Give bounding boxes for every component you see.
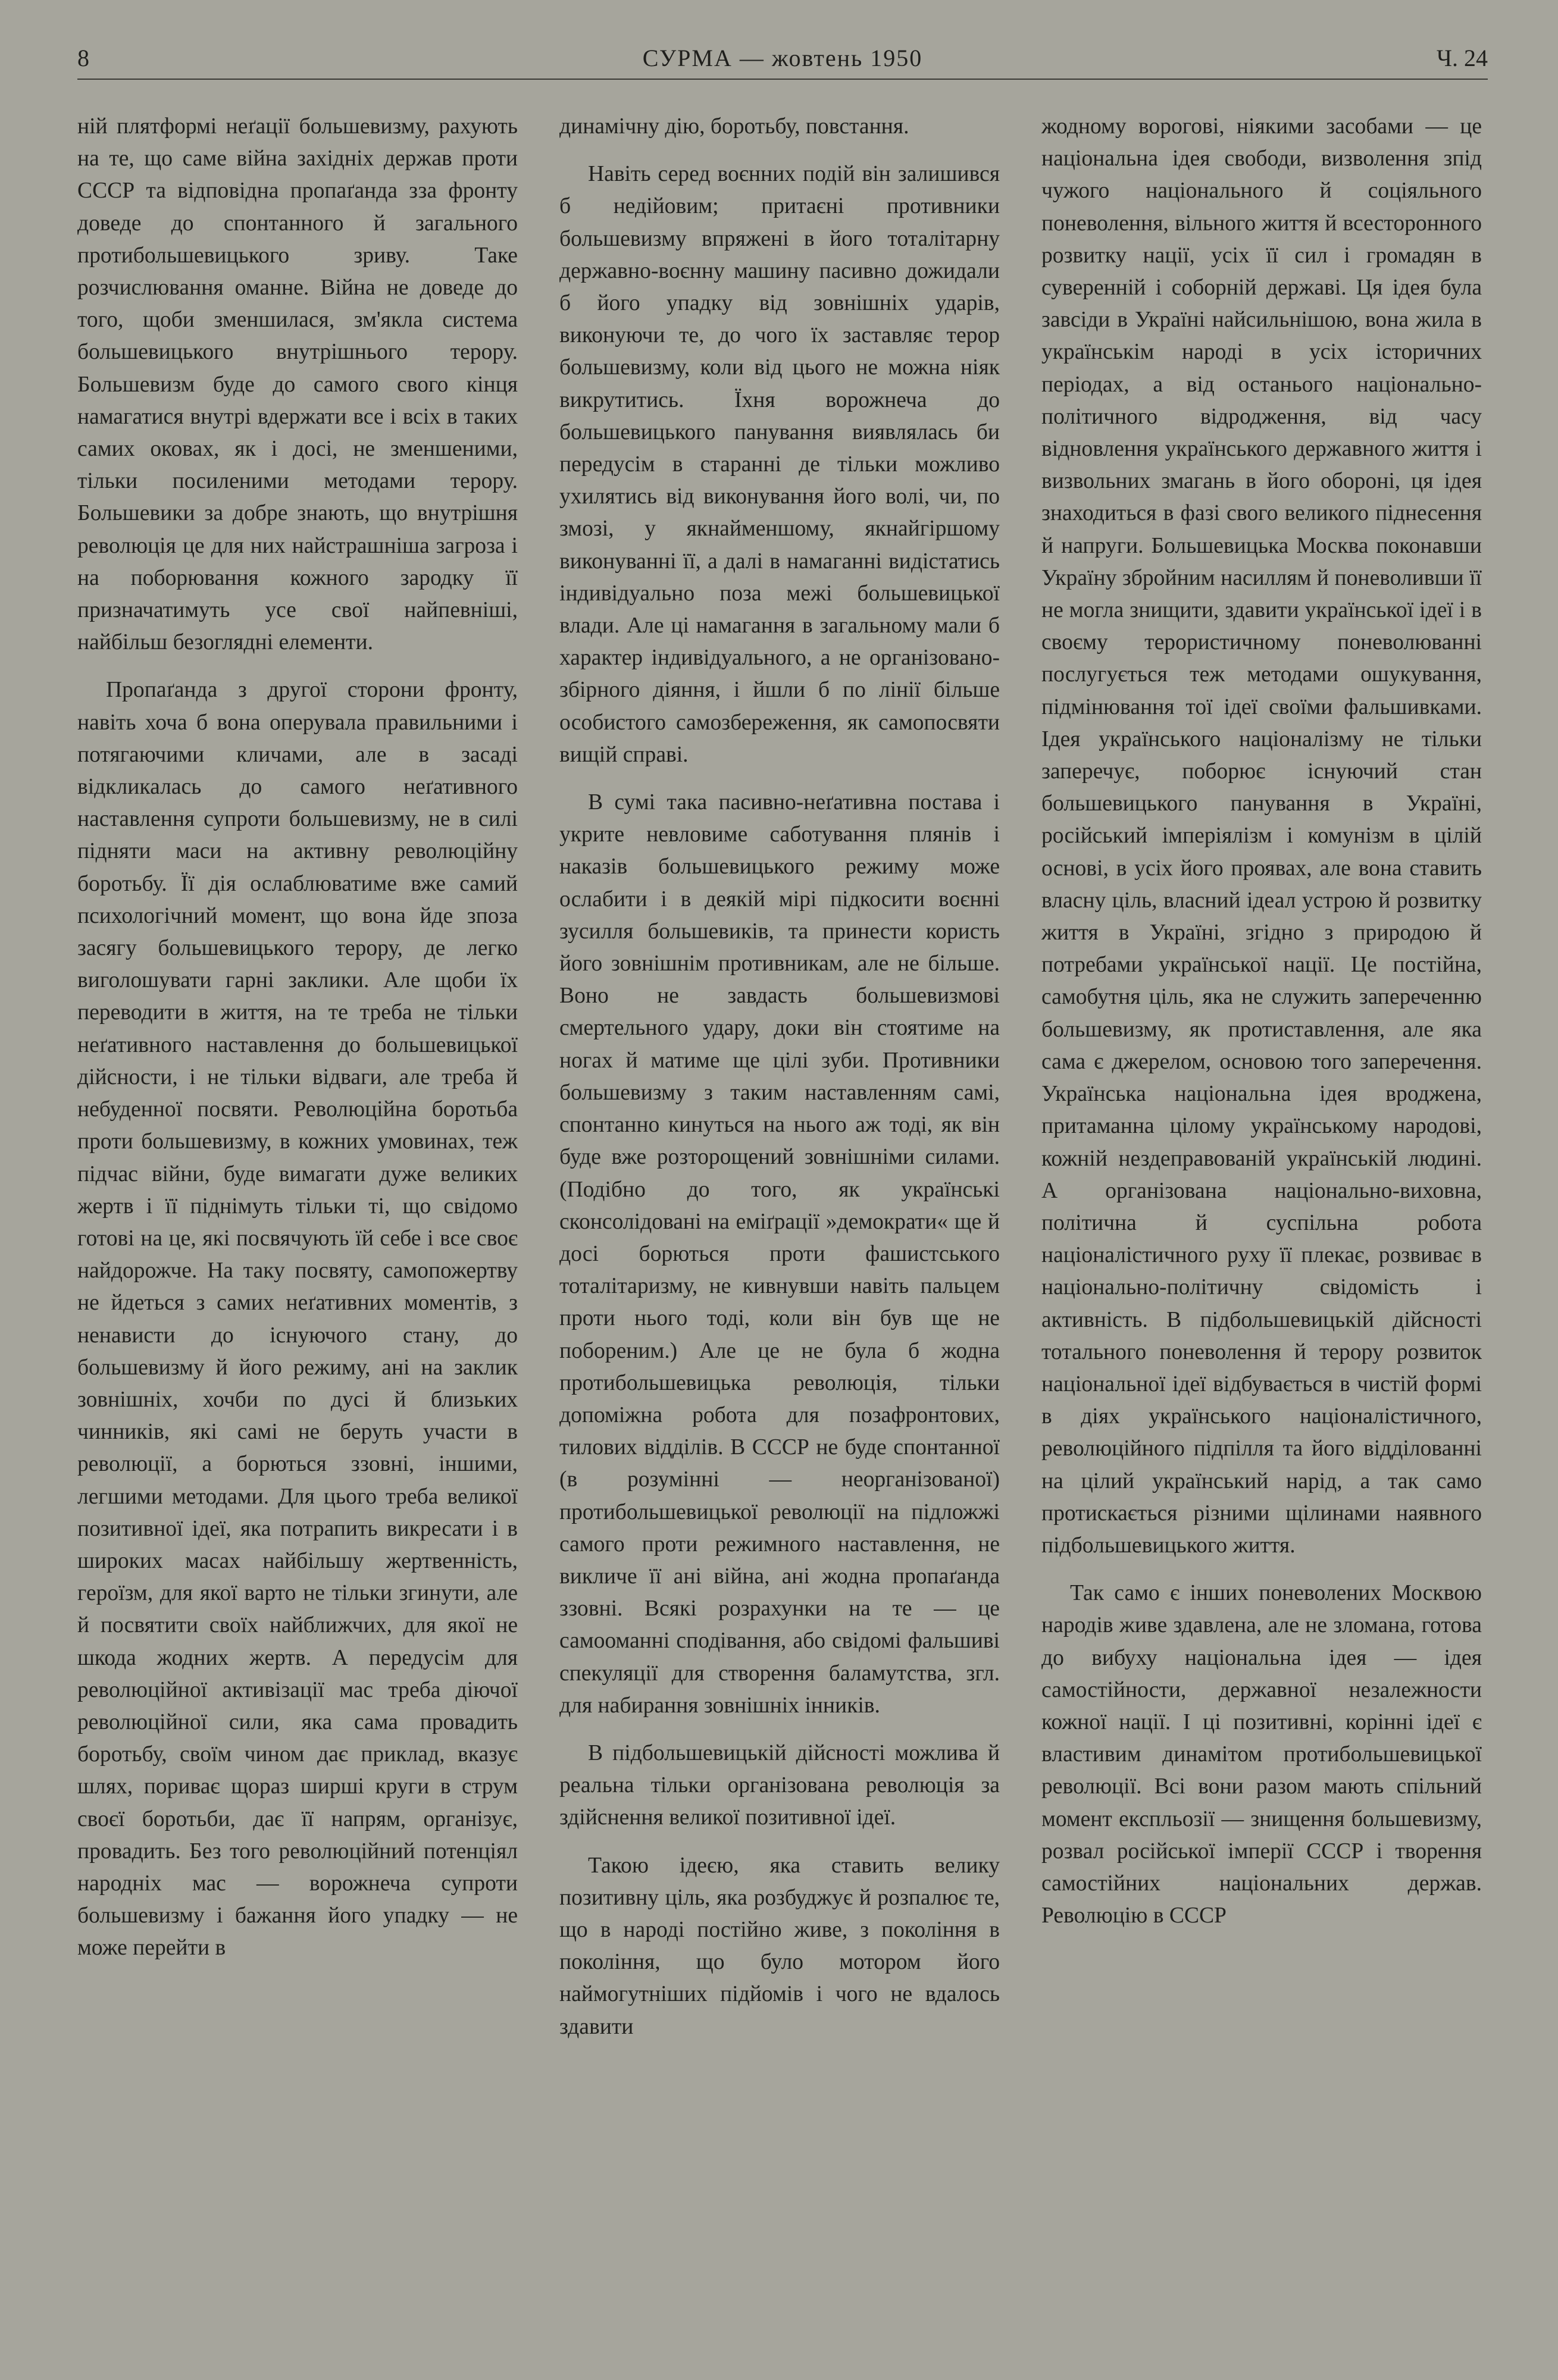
part-label: Ч. 24 <box>1437 45 1488 71</box>
text-column-1 <box>77 111 518 2360</box>
paragraph: В підбольшевицькій дійсності можлива й реальна тільки організована революція за здійснення великої позитивної ідеї. <box>559 1740 1000 1830</box>
paragraph: жодному ворогові, ніякими засобами — це національна ідея свободи, визволення зпід чужого національного й соціяльного поневолення, вільного життя й всесторонного розвитку нації, усіх її сил і громадян в суверенній і соборній державі. Ця ідея була завсіди в Україні найсильнішою, вона жила в українськім народі в усіх історичних періодах, а від останього національно-політичного відродження, від часу відновлення українського державного життя і визвольних змагань в його обороні, ця ідея знаходиться в фазі свого великого піднесення й напруги. Большевицька Москва поконавши Україну збройним насиллям й поневоливши її не могла знищити, здавити української ідеї і в своєму терористичному поневолюванні послугується теж методами ошукування, підмінювання тої ідеї своїми фальшивками. Ідея українського націоналізму не тільки заперечує, поборює існуючий стан большевицького панування в Україні, російський імперіялізм і комунізм в цілій основі, в усіх його проявах, але вона ставить власну ціль, власний ідеал устрою й розвитку життя в Україні, згідно з природою й потребами української нації. Це постійна, самобутня ціль, яка не служить запереченню большевизму, як протиставлення, але яка сама є джерелом, основою того заперечення. Українська національна ідея вроджена, притаманна цілому українському народові, кожній нездеправованій українській людині. А організована національно-виховна, політична й суспільна робота націоналістичного руху її плекає, розвиває в національно-політичну свідомість і активність. В підбольшевицькій дійсності тотального поневолення й терору розвиток національної ідеї відбувається в чистій формі в діях українського націоналістичного, революційного підпілля та його відділованні на цілий український нарід, а так само протискається різними щілинами наявного підбольшевицького життя. <box>1041 114 1482 1558</box>
paragraph: Так само є інших поневолених Москвою народів живе здавлена, але не зломана, готова до вибуху національна ідея — ідея самостійности, державної незалежности кожної нації. І ці позитивні, корінні ідеї є властивим динамітом протибольшевицької революції. Всі вони разом мають спільний момент експльозії — знищення большевизму, розвал російської імперії СССР і творення самостійних національних держав. Революцію в СССР <box>1041 1581 1482 1928</box>
paragraph: Пропаґанда з другої сторони фронту, навіть хоча б вона оперувала правильними і потягаючими кличами, але в засаді відкликалась до самого неґативного наставлення супроти большевизму, не в силі підняти маси на активну революційну боротьбу. Її дія ослаблюватиме вже самий психологічний момент, що вона йде зпоза засягу большевицького терору, де легко виголошувати гарні заклики. Але щоби їх переводити в життя, на те треба не тільки неґативного наставлення до большевицької дійсности, і не тільки відваги, але треба й небуденної посвяти. Революційна боротьба проти большевизму, в кожних умовинах, теж підчас війни, буде вимагати дуже великих жертв і її піднімуть тільки ті, що свідомо готові на це, які посвячують їй себе і все своє найдорожче. На таку посвяту, самопожертву не йдеться з самих неґативних моментів, з ненависти до існуючого стану, до большевизму й його режиму, ані на заклик зовнішніх, хочби по дусі й близьких чинників, які самі не беруть участи в революції, а борються ззовні, іншими, легшими методами. Для цього треба великої позитивної ідеї, яка потрапить викресати і в широких масах найбільшу жертвенність, героїзм, для якої варто не тільки згинути, але й посвятити своїх найближчих, для якої не шкода жодних жертв. А передусім для революційної активізації мас треба діючої революційної сили, яка сама провадить боротьбу, своїм чином дає приклад, вказує шлях, пориває щораз ширші круги в струм своєї боротьби, дає її напрям, організує, провадить. Без того революційний потенціял народніх мас — ворожнеча супроти большевизму і бажання його упадку — не може перейти в <box>77 678 518 1961</box>
page-header <box>77 39 1488 81</box>
header-rule <box>77 79 1488 80</box>
paragraph: Навіть серед воєнних подій він залишився б недійовим; притаєні противники большевизму впряжені в його тоталітарну державно-воєнну машину пасивно дожидали б його упадку від зовнішніх ударів, виконуючи те, до чого їх заставляє терор большевизму, коли від цього не можна ніяк викрутитись. Їхня ворожнеча до большевицького панування виявлялась би передусім в старанні де тільки можливо ухилятись від виконування його волі, чи, по змозі, у якнайменшому, якнайгіршому виконуванні її, а далі в намаганні видістатись індивідуально поза межі большевицької влади. Але ці намагання в загальному мали б характер індивідуального, а не організовано-збірного діяння, і йшли б по лінії більше особистого самозбереження, як самопосвяти вищій справі. <box>559 162 1000 767</box>
paragraph: Такою ідеєю, яка ставить велику позитивну ціль, яка розбуджує й розпалює те, що в народі постійно живе, з покоління в покоління, що було мотором його наймогутніших підйомів і чого не вдалось здавити <box>559 1853 1000 2039</box>
page-number: 8 <box>77 45 89 71</box>
paragraph: В сумі така пасивно-неґативна постава і укрите невловиме саботування плянів і наказів большевицького режиму може ослабити і в деякій мірі підкосити воєнні зусилля большевиків, та принести користь його зовнішнім противникам, але не більше. Воно не завдасть большевизмові смертельного удару, доки він стоятиме на ногах й матиме ще цілі зуби. Противники большевизму з таким наставленням самі, спонтанно кинуться на нього аж тоді, як він буде вже розторощений зовнішніми силами. (Подібно до того, як українські сконсолідовані на еміґрації »демократи« ще й досі борються проти фашистського тоталітаризму, не кивнувши навіть пальцем проти нього тоді, коли він був ще не побореним.) Але це не була б жодна протибольшевицька революція, тільки допоміжна робота для позафронтових, тилових відділів. В СССР не буде спонтанної (в розумінні — неорганізованої) протибольшевицької революції на підложжі самого проти режимного наставлення, не викличе її ані війна, ані жодна пропаґанда ззовні. Всякі розрахунки на те — це самооманні сподівання, або свідомі фальшиві спекуляції для створення баламутства, згл. для набирання зовнішніх інників. <box>559 790 1000 1718</box>
paragraph: ній плятформі неґації большевизму, рахують на те, що саме війна західніх держав проти СССР та відповідна пропаґанда зза фронту доведе до спонтанного й загального протибольшевицького зриву. Таке розчислювання оманне. Війна не доведе до того, щоби зменшилася, зм'якла система большевицького внутрішнього терору. Большевизм буде до самого свого кінця намагатися внутрі вдержати все і всіх в таких самих оковах, як і досі, не зменшеними, тільки посиленими методами терору. Большевики за добре знають, що внутрішня революція це для них найстрашніша загроза і на поборювання кожного зародку її призначатимуть усе свої найпевніші, найбільш безоглядні елементи. <box>77 114 518 655</box>
running-title: СУРМА — жовтень 1950 <box>642 45 923 71</box>
text-column-3 <box>1041 111 1482 2360</box>
paragraph: динамічну дію, боротьбу, повстання. <box>559 114 909 139</box>
text-column-2 <box>559 111 1000 2360</box>
